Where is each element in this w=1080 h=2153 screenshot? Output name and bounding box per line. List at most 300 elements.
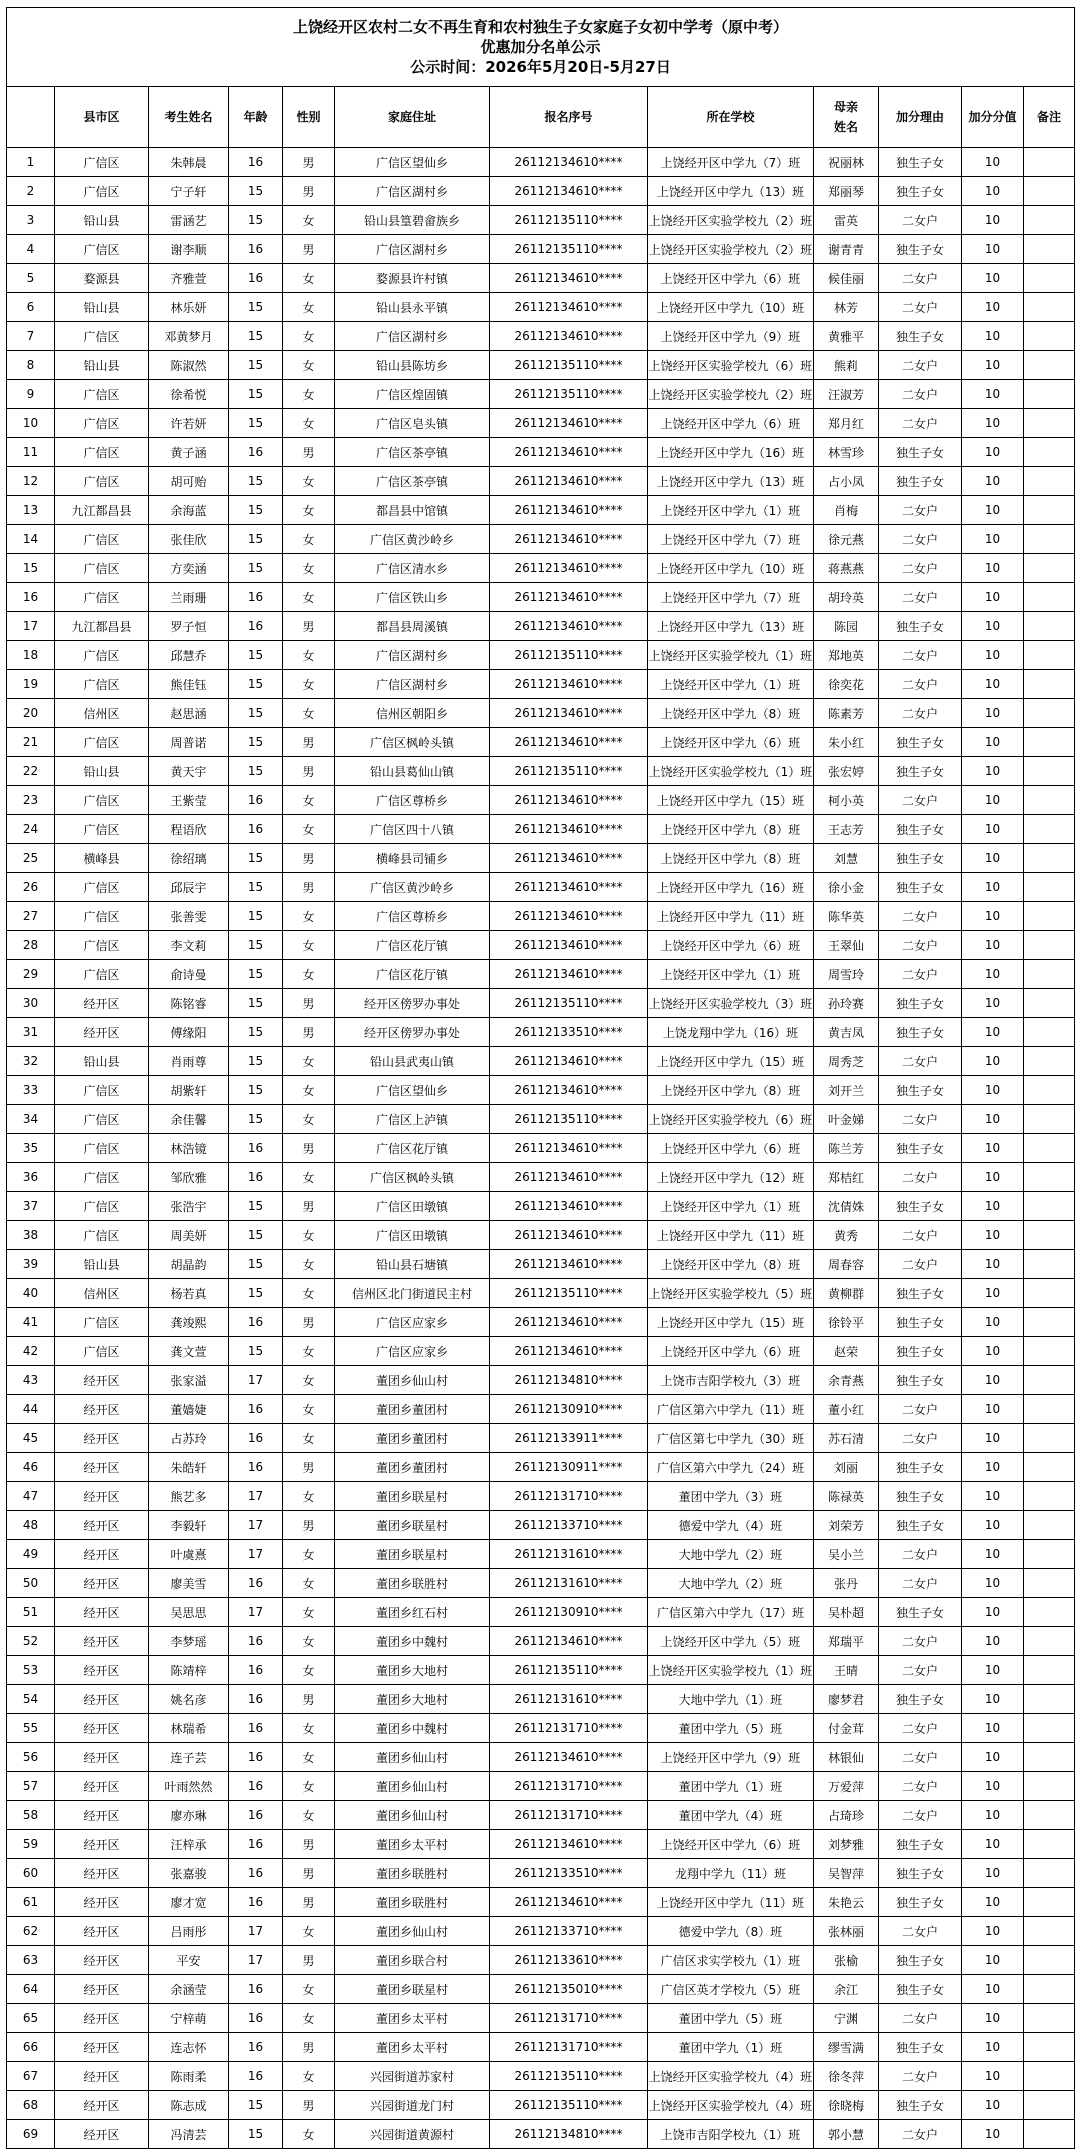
cell-school: 董团中学九（1）班: [648, 1772, 814, 1801]
cell-remark: [1024, 380, 1075, 409]
cell-name: 叶雨然然: [149, 1772, 229, 1801]
table-row: [7, 1192, 1075, 1221]
cell-score: 10: [962, 1453, 1024, 1482]
cell-address: 铅山县武夷山镇: [335, 1047, 490, 1076]
table-row: [7, 1221, 1075, 1250]
cell-reg-no: 26112134610****: [490, 960, 648, 989]
cell-age: 16: [229, 235, 283, 264]
cell-reason: 独生子女: [879, 148, 962, 177]
cell-gender: 女: [283, 1424, 335, 1453]
cell-name: 熊艺多: [149, 1482, 229, 1511]
cell-school: 广信区第六中学九（11）班: [648, 1395, 814, 1424]
cell-reason: 二女户: [879, 786, 962, 815]
cell-reg-no: 26112134610****: [490, 1047, 648, 1076]
cell-mother-name: 郑瑞平: [814, 1627, 879, 1656]
cell-gender: 男: [283, 235, 335, 264]
cell-name: 连志怀: [149, 2033, 229, 2062]
cell-county: 广信区: [55, 1192, 149, 1221]
cell-school: 上饶经开区实验学校九（3）班: [648, 989, 814, 1018]
cell-remark: [1024, 1076, 1075, 1105]
cell-county: 经开区: [55, 2120, 149, 2149]
cell-mother-name: 柯小英: [814, 786, 879, 815]
cell-age: 15: [229, 1076, 283, 1105]
cell-school: 上饶经开区中学九（1）班: [648, 670, 814, 699]
cell-name: 张善雯: [149, 902, 229, 931]
cell-address: 信州区朝阳乡: [335, 699, 490, 728]
cell-school: 上饶经开区实验学校九（6）班: [648, 351, 814, 380]
cell-address: 董团乡太平村: [335, 2004, 490, 2033]
table-row: [7, 1250, 1075, 1279]
cell-county: 信州区: [55, 1279, 149, 1308]
cell-age: 15: [229, 2120, 283, 2149]
cell-address: 广信区应家乡: [335, 1337, 490, 1366]
cell-address: 董团乡联合村: [335, 1946, 490, 1975]
cell-county: 广信区: [55, 235, 149, 264]
cell-reg-no: 26112135010****: [490, 1975, 648, 2004]
cell-age: 15: [229, 525, 283, 554]
cell-remark: [1024, 1163, 1075, 1192]
cell-county: 广信区: [55, 1134, 149, 1163]
cell-age: 16: [229, 1859, 283, 1888]
cell-school: 上饶经开区中学九（1）班: [648, 960, 814, 989]
table-row: [7, 757, 1075, 786]
cell-school: 上饶经开区中学九（7）班: [648, 583, 814, 612]
cell-school: 上饶经开区中学九（9）班: [648, 1743, 814, 1772]
cell-mother-name: 徐小金: [814, 873, 879, 902]
cell-school: 上饶经开区实验学校九（4）班: [648, 2091, 814, 2120]
cell-reg-no: 26112134610****: [490, 438, 648, 467]
cell-school: 上饶经开区中学九（9）班: [648, 322, 814, 351]
cell-age: 16: [229, 2004, 283, 2033]
cell-address: 经开区傍罗办事处: [335, 1018, 490, 1047]
cell-school: 上饶经开区中学九（10）班: [648, 554, 814, 583]
cell-name: 黄子涵: [149, 438, 229, 467]
cell-remark: [1024, 641, 1075, 670]
cell-score: 10: [962, 1250, 1024, 1279]
cell-reason: 二女户: [879, 1540, 962, 1569]
cell-mother-name: 郭小慧: [814, 2120, 879, 2149]
cell-index: 16: [7, 583, 55, 612]
cell-name: 胡紫轩: [149, 1076, 229, 1105]
cell-gender: 女: [283, 1627, 335, 1656]
cell-reg-no: 26112134810****: [490, 2120, 648, 2149]
cell-mother-name: 余青燕: [814, 1366, 879, 1395]
cell-score: 10: [962, 1221, 1024, 1250]
cell-reg-no: 26112134610****: [490, 1221, 648, 1250]
cell-score: 10: [962, 699, 1024, 728]
cell-mother-name: 陈园: [814, 612, 879, 641]
cell-mother-name: 叶金娣: [814, 1105, 879, 1134]
cell-mother-name: 苏石清: [814, 1424, 879, 1453]
cell-address: 董团乡董团村: [335, 1424, 490, 1453]
table-row: [7, 1308, 1075, 1337]
cell-score: 10: [962, 293, 1024, 322]
table-row: [7, 525, 1075, 554]
cell-reason: 独生子女: [879, 1279, 962, 1308]
cell-remark: [1024, 1105, 1075, 1134]
cell-name: 张浩宇: [149, 1192, 229, 1221]
cell-school: 上饶经开区实验学校九（2）班: [648, 380, 814, 409]
cell-name: 张家溢: [149, 1366, 229, 1395]
cell-county: 经开区: [55, 1395, 149, 1424]
cell-address: 广信区田墩镇: [335, 1221, 490, 1250]
cell-score: 10: [962, 2091, 1024, 2120]
cell-mother-name: 周春容: [814, 1250, 879, 1279]
cell-reason: 二女户: [879, 931, 962, 960]
cell-county: 经开区: [55, 1917, 149, 1946]
cell-address: 婺源县许村镇: [335, 264, 490, 293]
table-row: [7, 322, 1075, 351]
cell-index: 17: [7, 612, 55, 641]
cell-score: 10: [962, 2004, 1024, 2033]
cell-gender: 女: [283, 409, 335, 438]
cell-index: 66: [7, 2033, 55, 2062]
cell-name: 熊佳钰: [149, 670, 229, 699]
cell-age: 16: [229, 1975, 283, 2004]
cell-county: 铅山县: [55, 757, 149, 786]
cell-index: 37: [7, 1192, 55, 1221]
cell-reg-no: 26112131710****: [490, 2033, 648, 2062]
cell-name: 胡可贻: [149, 467, 229, 496]
cell-county: 经开区: [55, 1685, 149, 1714]
cell-score: 10: [962, 1395, 1024, 1424]
cell-index: 25: [7, 844, 55, 873]
cell-score: 10: [962, 583, 1024, 612]
cell-remark: [1024, 2062, 1075, 2091]
cell-remark: [1024, 1830, 1075, 1859]
cell-score: 10: [962, 1917, 1024, 1946]
cell-reason: 独生子女: [879, 1511, 962, 1540]
cell-county: 广信区: [55, 641, 149, 670]
cell-reason: 二女户: [879, 554, 962, 583]
cell-mother-name: 张丹: [814, 1569, 879, 1598]
cell-gender: 女: [283, 351, 335, 380]
cell-school: 上饶龙翔中学九（16）班: [648, 1018, 814, 1047]
table-row: [7, 1337, 1075, 1366]
cell-index: 69: [7, 2120, 55, 2149]
cell-score: 10: [962, 1656, 1024, 1685]
cell-county: 广信区: [55, 670, 149, 699]
cell-score: 10: [962, 1366, 1024, 1395]
cell-reg-no: 26112134610****: [490, 1743, 648, 1772]
cell-age: 16: [229, 815, 283, 844]
table-row: [7, 1888, 1075, 1917]
cell-name: 冯清芸: [149, 2120, 229, 2149]
cell-address: 兴园街道龙门村: [335, 2091, 490, 2120]
cell-name: 连子芸: [149, 1743, 229, 1772]
cell-gender: 女: [283, 931, 335, 960]
cell-score: 10: [962, 1163, 1024, 1192]
cell-county: 广信区: [55, 1163, 149, 1192]
cell-remark: [1024, 902, 1075, 931]
cell-reason: 独生子女: [879, 1859, 962, 1888]
cell-name: 吴思思: [149, 1598, 229, 1627]
cell-reason: 独生子女: [879, 1598, 962, 1627]
cell-remark: [1024, 815, 1075, 844]
cell-gender: 女: [283, 2062, 335, 2091]
cell-age: 17: [229, 1917, 283, 1946]
cell-address: 广信区清水乡: [335, 554, 490, 583]
cell-gender: 男: [283, 1830, 335, 1859]
cell-score: 10: [962, 467, 1024, 496]
cell-address: 董团乡联星村: [335, 1482, 490, 1511]
cell-age: 16: [229, 1714, 283, 1743]
cell-age: 15: [229, 380, 283, 409]
cell-remark: [1024, 1917, 1075, 1946]
cell-school: 上饶经开区中学九（6）班: [648, 264, 814, 293]
cell-score: 10: [962, 1859, 1024, 1888]
cell-reg-no: 26112134610****: [490, 1337, 648, 1366]
cell-gender: 女: [283, 1917, 335, 1946]
cell-age: 15: [229, 177, 283, 206]
cell-county: 广信区: [55, 931, 149, 960]
cell-reg-no: 26112131610****: [490, 1685, 648, 1714]
notice-sheet: [6, 7, 1074, 2149]
cell-school: 上饶经开区实验学校九（4）班: [648, 2062, 814, 2091]
cell-reason: 独生子女: [879, 989, 962, 1018]
cell-gender: 女: [283, 1105, 335, 1134]
cell-remark: [1024, 2091, 1075, 2120]
cell-remark: [1024, 235, 1075, 264]
cell-reason: 独生子女: [879, 1308, 962, 1337]
cell-reg-no: 26112135110****: [490, 351, 648, 380]
table-row: [7, 1714, 1075, 1743]
cell-gender: 男: [283, 438, 335, 467]
cell-reg-no: 26112134610****: [490, 873, 648, 902]
cell-address: 广信区尊桥乡: [335, 786, 490, 815]
cell-reason: 二女户: [879, 902, 962, 931]
column-header-school: 所在学校: [648, 87, 814, 148]
table-row: [7, 1424, 1075, 1453]
cell-mother-name: 蒋燕燕: [814, 554, 879, 583]
column-header-name: 考生姓名: [149, 87, 229, 148]
cell-gender: 女: [283, 554, 335, 583]
cell-age: 15: [229, 206, 283, 235]
cell-score: 10: [962, 1337, 1024, 1366]
cell-index: 46: [7, 1453, 55, 1482]
cell-gender: 女: [283, 1250, 335, 1279]
cell-name: 平安: [149, 1946, 229, 1975]
cell-score: 10: [962, 1772, 1024, 1801]
cell-gender: 女: [283, 1598, 335, 1627]
cell-reg-no: 26112134610****: [490, 293, 648, 322]
table-row: [7, 844, 1075, 873]
cell-school: 上饶经开区中学九（8）班: [648, 815, 814, 844]
cell-score: 10: [962, 1743, 1024, 1772]
cell-address: 广信区望仙乡: [335, 148, 490, 177]
table-row: [7, 1395, 1075, 1424]
cell-score: 10: [962, 206, 1024, 235]
cell-reg-no: 26112134610****: [490, 699, 648, 728]
cell-remark: [1024, 728, 1075, 757]
cell-school: 上饶经开区中学九（12）班: [648, 1163, 814, 1192]
cell-gender: 女: [283, 525, 335, 554]
cell-name: 肖雨尊: [149, 1047, 229, 1076]
cell-score: 10: [962, 2120, 1024, 2149]
column-header-reg-no: 报名序号: [490, 87, 648, 148]
cell-mother-name: 余江: [814, 1975, 879, 2004]
cell-age: 15: [229, 989, 283, 1018]
cell-age: 16: [229, 1134, 283, 1163]
cell-mother-name: 陈华英: [814, 902, 879, 931]
cell-reason: 二女户: [879, 670, 962, 699]
cell-gender: 女: [283, 583, 335, 612]
cell-reason: 独生子女: [879, 1946, 962, 1975]
cell-age: 15: [229, 322, 283, 351]
cell-age: 16: [229, 786, 283, 815]
table-row: [7, 148, 1075, 177]
cell-name: 罗子恒: [149, 612, 229, 641]
cell-reason: 二女户: [879, 2062, 962, 2091]
cell-age: 16: [229, 2033, 283, 2062]
cell-reason: 二女户: [879, 351, 962, 380]
cell-remark: [1024, 2004, 1075, 2033]
cell-school: 董团中学九（5）班: [648, 2004, 814, 2033]
table-row: [7, 1453, 1075, 1482]
cell-age: 15: [229, 467, 283, 496]
cell-remark: [1024, 1250, 1075, 1279]
cell-mother-name: 刘丽: [814, 1453, 879, 1482]
column-header-gender: 性别: [283, 87, 335, 148]
cell-reason: 独生子女: [879, 1076, 962, 1105]
cell-name: 徐希悦: [149, 380, 229, 409]
cell-index: 39: [7, 1250, 55, 1279]
cell-reg-no: 26112131710****: [490, 1714, 648, 1743]
cell-address: 广信区茶亭镇: [335, 438, 490, 467]
cell-name: 廖才宽: [149, 1888, 229, 1917]
cell-reg-no: 26112130910****: [490, 1598, 648, 1627]
cell-score: 10: [962, 2033, 1024, 2062]
cell-reason: 独生子女: [879, 728, 962, 757]
cell-gender: 男: [283, 757, 335, 786]
column-header-remark: 备注: [1024, 87, 1075, 148]
cell-mother-name: 王晴: [814, 1656, 879, 1685]
cell-index: 68: [7, 2091, 55, 2120]
cell-reg-no: 26112131710****: [490, 1482, 648, 1511]
cell-index: 55: [7, 1714, 55, 1743]
cell-remark: [1024, 844, 1075, 873]
cell-mother-name: 雷英: [814, 206, 879, 235]
cell-score: 10: [962, 931, 1024, 960]
cell-score: 10: [962, 1946, 1024, 1975]
cell-address: 铅山县葛仙山镇: [335, 757, 490, 786]
cell-mother-name: 宁渊: [814, 2004, 879, 2033]
cell-mother-name: 陈禄英: [814, 1482, 879, 1511]
cell-age: 15: [229, 1018, 283, 1047]
cell-remark: [1024, 583, 1075, 612]
cell-remark: [1024, 351, 1075, 380]
table-row: [7, 1946, 1075, 1975]
cell-name: 王紫莹: [149, 786, 229, 815]
cell-index: 51: [7, 1598, 55, 1627]
table-row: [7, 699, 1075, 728]
cell-index: 5: [7, 264, 55, 293]
cell-county: 婺源县: [55, 264, 149, 293]
cell-age: 15: [229, 1221, 283, 1250]
cell-name: 俞诗曼: [149, 960, 229, 989]
cell-county: 经开区: [55, 1714, 149, 1743]
cell-county: 广信区: [55, 554, 149, 583]
cell-county: 横峰县: [55, 844, 149, 873]
cell-name: 陈铭睿: [149, 989, 229, 1018]
cell-address: 董团乡中魏村: [335, 1714, 490, 1743]
cell-reason: 独生子女: [879, 1482, 962, 1511]
cell-score: 10: [962, 1830, 1024, 1859]
cell-address: 兴园街道黄源村: [335, 2120, 490, 2149]
cell-mother-name: 陈兰芳: [814, 1134, 879, 1163]
cell-index: 2: [7, 177, 55, 206]
cell-index: 42: [7, 1337, 55, 1366]
cell-address: 广信区花厅镇: [335, 1134, 490, 1163]
cell-gender: 女: [283, 1540, 335, 1569]
cell-school: 广信区求实学校九（1）班: [648, 1946, 814, 1975]
cell-address: 广信区枫岭头镇: [335, 728, 490, 757]
cell-reg-no: 26112135110****: [490, 1656, 648, 1685]
cell-address: 董团乡红石村: [335, 1598, 490, 1627]
cell-reg-no: 26112134610****: [490, 728, 648, 757]
cell-age: 15: [229, 699, 283, 728]
cell-remark: [1024, 1569, 1075, 1598]
cell-name: 雷涵艺: [149, 206, 229, 235]
cell-reg-no: 26112135110****: [490, 2062, 648, 2091]
cell-county: 广信区: [55, 1337, 149, 1366]
cell-index: 4: [7, 235, 55, 264]
cell-name: 李毅轩: [149, 1511, 229, 1540]
cell-reg-no: 26112134610****: [490, 1163, 648, 1192]
cell-gender: 女: [283, 1975, 335, 2004]
cell-mother-name: 朱艳云: [814, 1888, 879, 1917]
cell-reg-no: 26112131610****: [490, 1569, 648, 1598]
cell-school: 上饶经开区中学九（11）班: [648, 902, 814, 931]
cell-reason: 二女户: [879, 1656, 962, 1685]
cell-remark: [1024, 1540, 1075, 1569]
cell-reg-no: 26112135110****: [490, 757, 648, 786]
cell-reg-no: 26112134610****: [490, 554, 648, 583]
cell-remark: [1024, 1424, 1075, 1453]
cell-age: 16: [229, 1627, 283, 1656]
cell-mother-name: 吴小兰: [814, 1540, 879, 1569]
cell-reason: 独生子女: [879, 322, 962, 351]
cell-address: 董团乡仙山村: [335, 1743, 490, 1772]
cell-county: 广信区: [55, 728, 149, 757]
cell-county: 经开区: [55, 2091, 149, 2120]
table-row: [7, 931, 1075, 960]
cell-score: 10: [962, 1076, 1024, 1105]
cell-mother-name: 胡玲英: [814, 583, 879, 612]
cell-address: 董团乡联星村: [335, 1540, 490, 1569]
cell-school: 上饶经开区中学九（6）班: [648, 1134, 814, 1163]
cell-age: 15: [229, 2091, 283, 2120]
cell-school: 上饶经开区中学九（5）班: [648, 1627, 814, 1656]
cell-reason: 独生子女: [879, 1888, 962, 1917]
cell-county: 广信区: [55, 1105, 149, 1134]
cell-reg-no: 26112134610****: [490, 902, 648, 931]
cell-remark: [1024, 2033, 1075, 2062]
cell-index: 48: [7, 1511, 55, 1540]
cell-reason: 二女户: [879, 1250, 962, 1279]
cell-reason: 二女户: [879, 380, 962, 409]
cell-remark: [1024, 206, 1075, 235]
cell-remark: [1024, 1627, 1075, 1656]
cell-reg-no: 26112134610****: [490, 844, 648, 873]
cell-reg-no: 26112135110****: [490, 206, 648, 235]
cell-mother-name: 刘慧: [814, 844, 879, 873]
cell-index: 63: [7, 1946, 55, 1975]
cell-reg-no: 26112134810****: [490, 1366, 648, 1395]
cell-reason: 独生子女: [879, 1018, 962, 1047]
cell-age: 17: [229, 1366, 283, 1395]
cell-remark: [1024, 1337, 1075, 1366]
